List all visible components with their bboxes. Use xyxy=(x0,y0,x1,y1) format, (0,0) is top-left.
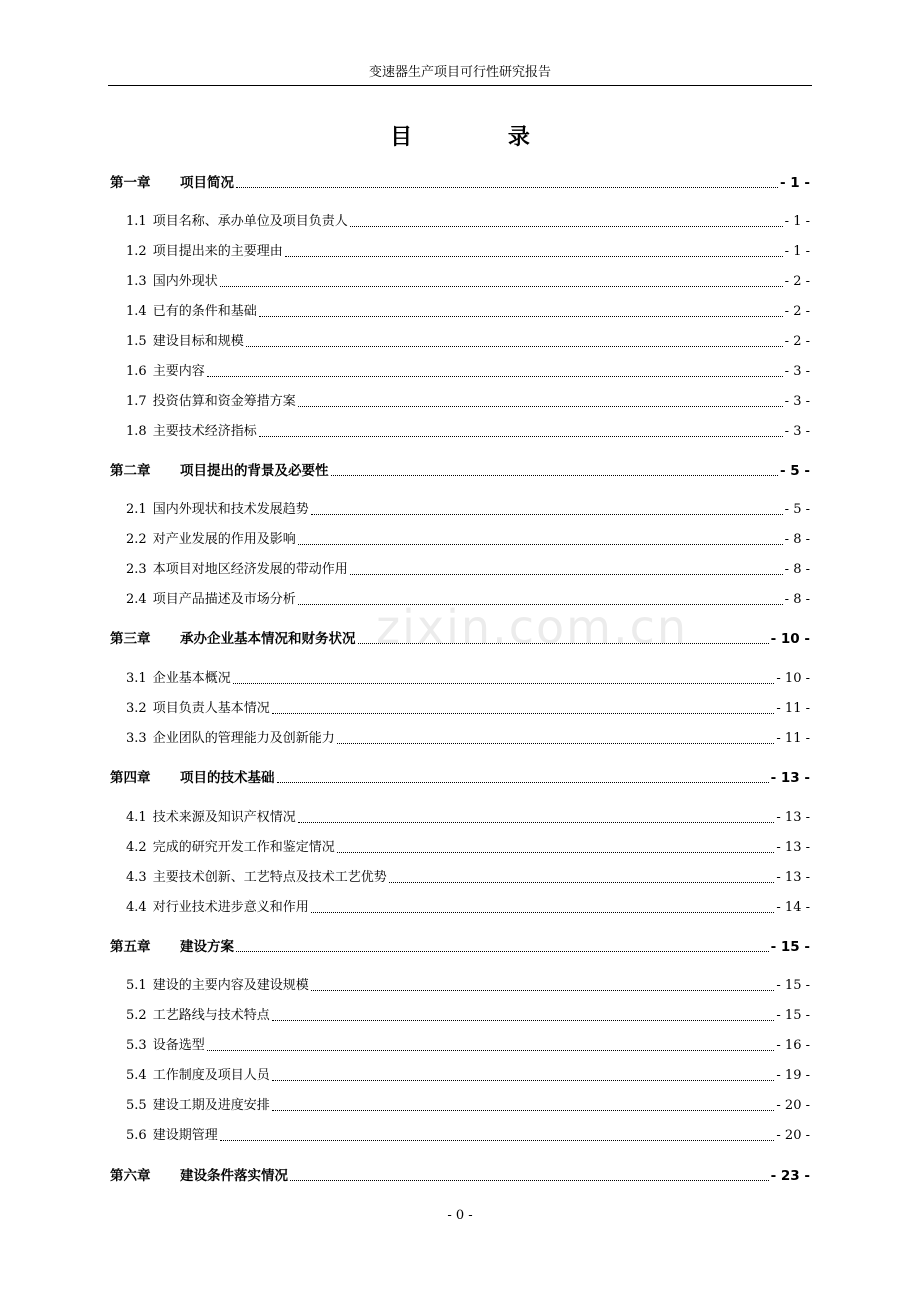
toc-section-entry[interactable] xyxy=(126,976,810,996)
toc-section-entry[interactable] xyxy=(126,808,810,828)
toc-entry-label: 项目负责人基本情况 xyxy=(152,701,270,716)
toc-leader-dots xyxy=(220,285,783,287)
toc-section-entry[interactable] xyxy=(126,500,810,520)
toc-entry-label: 建设方案 xyxy=(180,939,234,955)
toc-leader-dots xyxy=(207,1049,775,1051)
toc-entry-number: 4.2 xyxy=(126,840,147,855)
toc-entry-label: 对产业发展的作用及影响 xyxy=(152,532,296,547)
toc-leader-dots xyxy=(298,821,775,823)
toc-leader-dots xyxy=(311,513,783,515)
toc-entry-page: - 8 - xyxy=(784,532,810,547)
toc-section-entry[interactable] xyxy=(126,272,810,292)
toc-entry-label: 项目提出的背景及必要性 xyxy=(180,463,329,479)
toc-entry-label: 技术来源及知识产权情况 xyxy=(152,810,296,825)
toc-entry-label: 工作制度及项目人员 xyxy=(152,1068,270,1083)
toc-section-entry[interactable] xyxy=(126,302,810,322)
toc-section-entry[interactable] xyxy=(126,242,810,262)
toc-entry-page: - 10 - xyxy=(776,671,810,686)
toc-leader-dots xyxy=(259,315,783,317)
toc-entry-page: - 5 - xyxy=(784,502,810,517)
toc-leader-dots xyxy=(290,1179,769,1181)
page-footer xyxy=(0,1208,920,1223)
toc-entry-page: - 1 - xyxy=(780,175,810,191)
toc-entry-page: - 19 - xyxy=(776,1068,810,1083)
toc-section-entry[interactable] xyxy=(126,838,810,858)
toc-entry-page: - 3 - xyxy=(784,424,810,439)
toc-section-entry[interactable] xyxy=(126,868,810,888)
toc-entry-number: 4.3 xyxy=(126,870,147,885)
toc-entry-number: 5.5 xyxy=(126,1098,147,1113)
toc-entry-number: 1.2 xyxy=(126,244,147,259)
toc-entry-label: 建设期管理 xyxy=(152,1128,218,1143)
toc-section-entry[interactable] xyxy=(126,1126,810,1146)
toc-entry-label: 建设的主要内容及建设规模 xyxy=(152,978,309,993)
toc-section-entry[interactable] xyxy=(126,1036,810,1056)
toc-leader-dots xyxy=(298,543,783,545)
toc-entry-label: 项目的技术基础 xyxy=(180,770,275,786)
toc-entry-page: - 15 - xyxy=(770,939,810,955)
toc-entry-number: 5.2 xyxy=(126,1008,147,1023)
toc-entry-page: - 3 - xyxy=(784,394,810,409)
toc-entry-number: 第一章 xyxy=(110,175,151,191)
toc-leader-dots xyxy=(389,881,775,883)
toc-section-entry[interactable] xyxy=(126,590,810,610)
toc-entry-number: 第四章 xyxy=(110,770,151,786)
toc-entry-page: - 8 - xyxy=(784,592,810,607)
toc-leader-dots xyxy=(233,682,775,684)
toc-entry-page: - 3 - xyxy=(784,364,810,379)
toc-entry-label: 本项目对地区经济发展的带动作用 xyxy=(152,562,348,577)
toc-entry-number: 5.4 xyxy=(126,1068,147,1083)
toc-entry-page: - 15 - xyxy=(776,978,810,993)
toc-entry-page: - 5 - xyxy=(780,463,810,479)
toc-leader-dots xyxy=(272,1109,775,1111)
toc-entry-number: 3.1 xyxy=(126,671,147,686)
toc-entry-label: 主要内容 xyxy=(152,364,205,379)
toc-chapter-entry[interactable] xyxy=(110,173,810,193)
toc-chapter-entry[interactable] xyxy=(110,1166,810,1186)
toc-leader-dots xyxy=(298,603,783,605)
toc-leader-dots xyxy=(236,950,769,952)
toc-entry-label: 项目产品描述及市场分析 xyxy=(152,592,296,607)
toc-entry-number: 3.2 xyxy=(126,701,147,716)
toc-entry-label: 项目简况 xyxy=(180,175,234,191)
toc-entry-number: 5.6 xyxy=(126,1128,147,1143)
toc-section-entry[interactable] xyxy=(126,669,810,689)
toc-entry-label: 企业团队的管理能力及创新能力 xyxy=(152,731,335,746)
toc-entry-number: 2.3 xyxy=(126,562,147,577)
toc-chapter-entry[interactable] xyxy=(110,461,810,481)
toc-entry-number: 第二章 xyxy=(110,463,151,479)
toc-leader-dots xyxy=(285,255,783,257)
toc-entry-label: 承办企业基本情况和财务状况 xyxy=(180,631,356,647)
toc-entry-label: 国内外现状 xyxy=(152,274,218,289)
page-number: - 0 - xyxy=(447,1208,473,1223)
toc-leader-dots xyxy=(277,781,769,783)
toc-section-entry[interactable] xyxy=(126,1066,810,1086)
toc-entry-page: - 14 - xyxy=(776,900,810,915)
toc-entry-label: 项目提出来的主要理由 xyxy=(152,244,283,259)
toc-title: 目 录 xyxy=(390,124,574,150)
toc-entry-page: - 1 - xyxy=(784,214,810,229)
toc-leader-dots xyxy=(220,1139,775,1141)
toc-entry-page: - 13 - xyxy=(776,810,810,825)
toc-section-entry[interactable] xyxy=(126,560,810,580)
toc-leader-dots xyxy=(337,742,775,744)
toc-leader-dots xyxy=(337,851,775,853)
toc-entry-number: 2.2 xyxy=(126,532,147,547)
toc-leader-dots xyxy=(207,375,783,377)
toc-section-entry[interactable] xyxy=(126,898,810,918)
toc-leader-dots xyxy=(246,345,783,347)
toc-entry-number: 1.8 xyxy=(126,424,147,439)
toc-leader-dots xyxy=(272,1019,775,1021)
toc-entry-number: 2.4 xyxy=(126,592,147,607)
toc-entry-page: - 2 - xyxy=(784,334,810,349)
toc-section-entry[interactable] xyxy=(126,422,810,442)
toc-leader-dots xyxy=(311,911,775,913)
toc-leader-dots xyxy=(331,474,779,476)
watermark: zixin.com.cn xyxy=(376,600,689,654)
toc-entry-number: 4.1 xyxy=(126,810,147,825)
toc-entry-number: 第五章 xyxy=(110,939,151,955)
toc-section-entry[interactable] xyxy=(126,1096,810,1116)
toc-entry-label: 完成的研究开发工作和鉴定情况 xyxy=(152,840,335,855)
header-title: 变速器生产项目可行性研究报告 xyxy=(368,65,551,80)
toc-leader-dots xyxy=(298,405,783,407)
toc-entry-page: - 20 - xyxy=(776,1098,810,1113)
toc-entry-number: 1.5 xyxy=(126,334,147,349)
toc-entry-number: 3.3 xyxy=(126,731,147,746)
toc-entry-label: 主要技术创新、工艺特点及技术工艺优势 xyxy=(152,870,387,885)
toc-entry-number: 1.4 xyxy=(126,304,147,319)
toc-entry-page: - 11 - xyxy=(776,731,810,746)
toc-entry-label: 主要技术经济指标 xyxy=(152,424,257,439)
toc-entry-number: 5.1 xyxy=(126,978,147,993)
toc-entry-page: - 23 - xyxy=(770,1168,810,1184)
toc-entry-page: - 8 - xyxy=(784,562,810,577)
toc-chapter-entry[interactable] xyxy=(110,768,810,788)
toc-entry-number: 第六章 xyxy=(110,1168,151,1184)
toc-leader-dots xyxy=(236,186,778,188)
toc-entry-label: 已有的条件和基础 xyxy=(152,304,257,319)
toc-section-entry[interactable] xyxy=(126,362,810,382)
toc-entry-page: - 13 - xyxy=(776,870,810,885)
toc-entry-label: 设备选型 xyxy=(152,1038,205,1053)
toc-entry-label: 企业基本概况 xyxy=(152,671,231,686)
toc-entry-page: - 13 - xyxy=(770,770,810,786)
toc-entry-number: 1.1 xyxy=(126,214,147,229)
toc-entry-page: - 10 - xyxy=(770,631,810,647)
toc-section-entry[interactable] xyxy=(126,1006,810,1026)
toc-section-entry[interactable] xyxy=(126,530,810,550)
toc-leader-dots xyxy=(311,989,775,991)
toc-entry-number: 1.3 xyxy=(126,274,147,289)
toc-entry-label: 国内外现状和技术发展趋势 xyxy=(152,502,309,517)
toc-section-entry[interactable] xyxy=(126,392,810,412)
toc-leader-dots xyxy=(358,642,769,644)
toc-entry-page: - 20 - xyxy=(776,1128,810,1143)
toc-entry-label: 建设目标和规模 xyxy=(152,334,244,349)
toc-entry-number: 1.6 xyxy=(126,364,147,379)
toc-chapter-entry[interactable] xyxy=(110,937,810,957)
toc-chapter-entry[interactable] xyxy=(110,629,810,649)
toc-leader-dots xyxy=(350,225,783,227)
toc-entry-page: - 15 - xyxy=(776,1008,810,1023)
toc-entry-page: - 11 - xyxy=(776,701,810,716)
toc-entry-label: 对行业技术进步意义和作用 xyxy=(152,900,309,915)
toc-entry-number: 1.7 xyxy=(126,394,147,409)
toc-entry-page: - 2 - xyxy=(784,274,810,289)
toc-entry-label: 项目名称、承办单位及项目负责人 xyxy=(152,214,348,229)
toc-entry-label: 建设条件落实情况 xyxy=(180,1168,288,1184)
toc-entry-page: - 13 - xyxy=(776,840,810,855)
toc-entry-number: 5.3 xyxy=(126,1038,147,1053)
toc-entry-number: 4.4 xyxy=(126,900,147,915)
toc-entry-label: 建设工期及进度安排 xyxy=(152,1098,270,1113)
toc-entry-label: 工艺路线与技术特点 xyxy=(152,1008,270,1023)
toc-entry-page: - 1 - xyxy=(784,244,810,259)
toc-entry-page: - 2 - xyxy=(784,304,810,319)
toc-section-entry[interactable] xyxy=(126,212,810,232)
toc-entry-number: 2.1 xyxy=(126,502,147,517)
toc-leader-dots xyxy=(272,712,775,714)
toc-entry-page: - 16 - xyxy=(776,1038,810,1053)
toc-entry-number: 第三章 xyxy=(110,631,151,647)
toc-leader-dots xyxy=(272,1079,775,1081)
toc-section-entry[interactable] xyxy=(126,699,810,719)
toc-leader-dots xyxy=(259,435,783,437)
toc-section-entry[interactable] xyxy=(126,332,810,352)
toc-entry-label: 投资估算和资金筹措方案 xyxy=(152,394,296,409)
toc-section-entry[interactable] xyxy=(126,729,810,749)
toc-leader-dots xyxy=(350,573,783,575)
